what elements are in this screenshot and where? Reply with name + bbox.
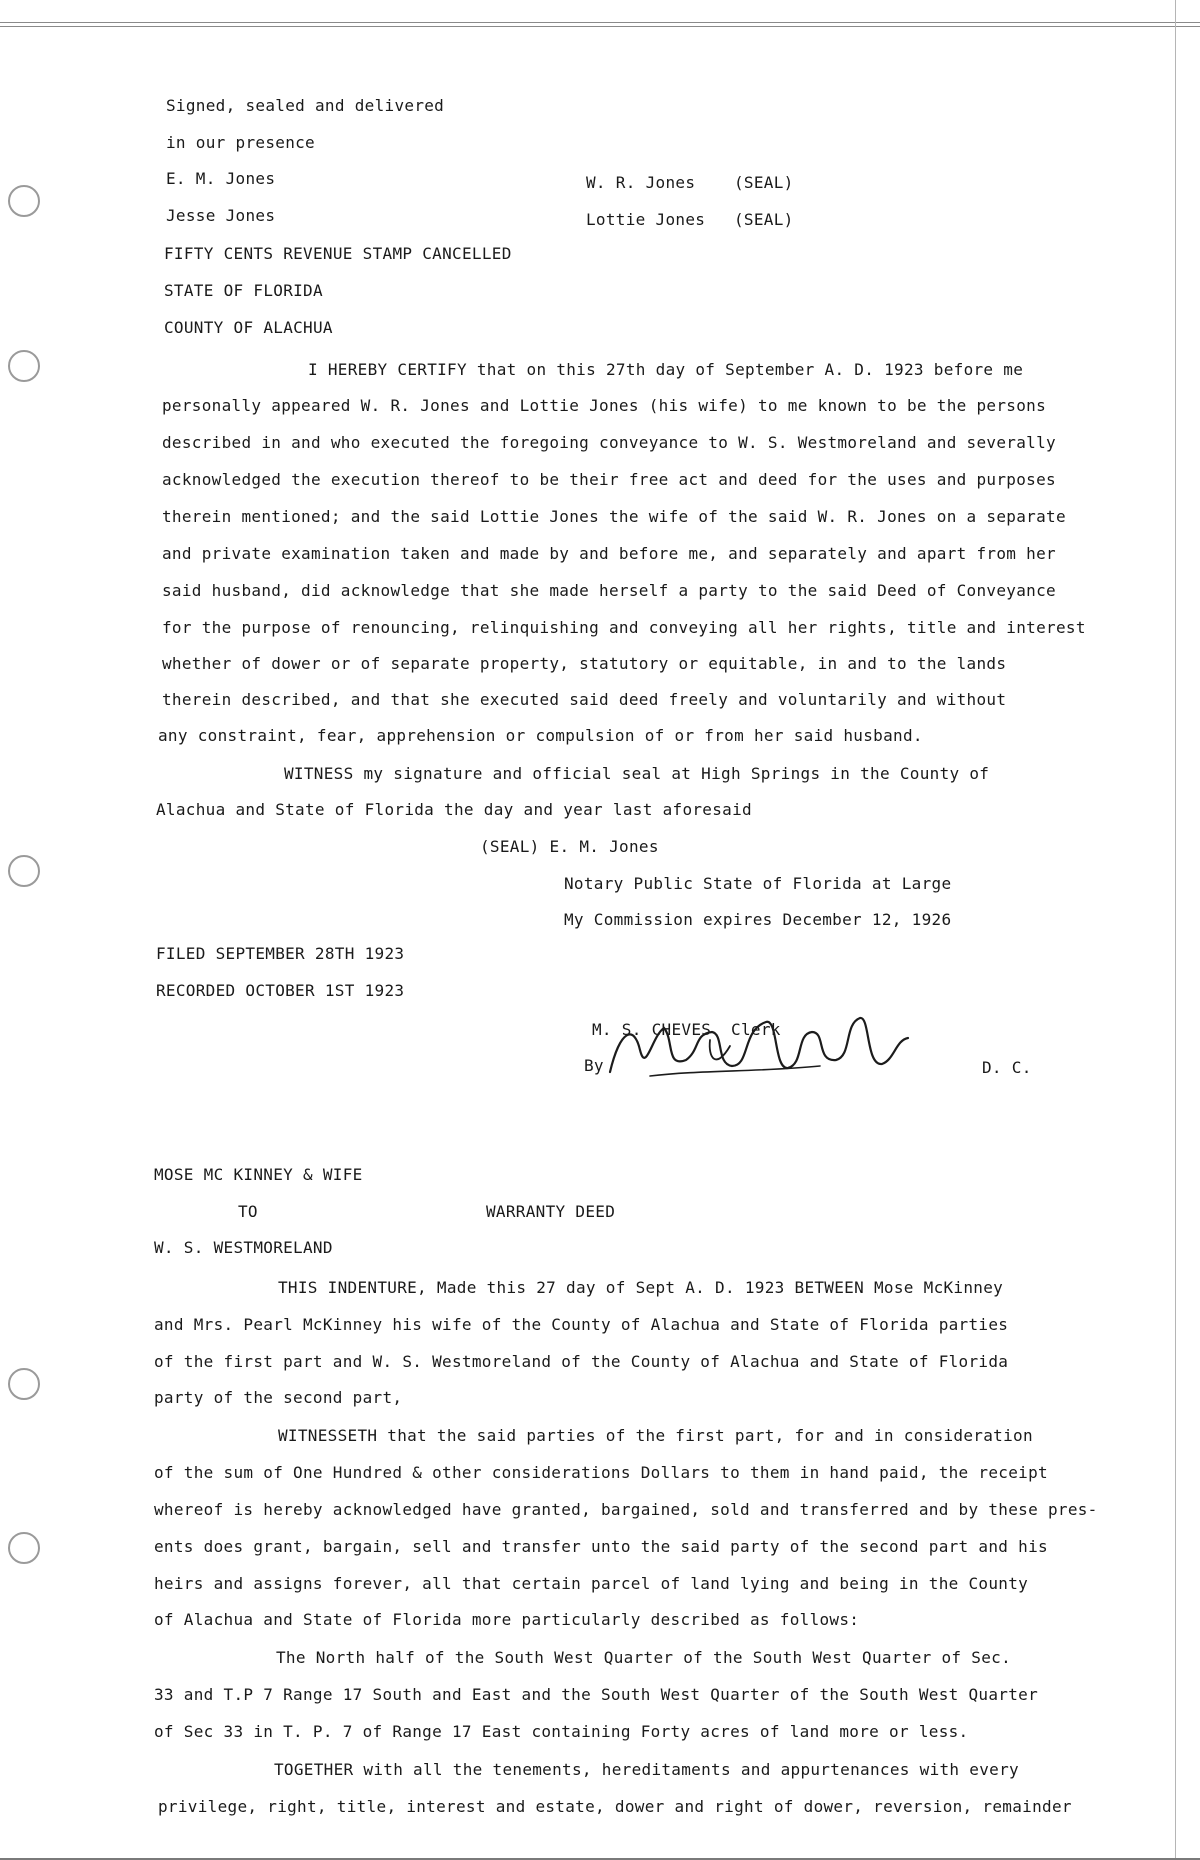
presence-line: in our presence: [166, 133, 315, 152]
signed-line: Signed, sealed and delivered: [166, 96, 445, 115]
deed-line: party of the second part,: [154, 1388, 403, 1407]
witness-name: E. M. Jones: [166, 169, 276, 188]
revenue-stamp-note: FIFTY CENTS REVENUE STAMP CANCELLED: [164, 244, 512, 263]
binder-hole: [8, 185, 40, 217]
notary-signature-line: (SEAL) E. M. Jones: [480, 837, 659, 856]
deed-line: of the sum of One Hundred & other considerations Dollars to them in hand paid, the receipt: [154, 1463, 1048, 1482]
deed-line: and Mrs. Pearl McKinney his wife of the County of Alachua and State of Florida parties: [154, 1315, 1009, 1334]
certificate-line: for the purpose of renouncing, relinquishing and conveying all her rights, title and interest: [162, 618, 1086, 637]
certificate-line: and private examination taken and made by and before me, and separately and apart from her: [162, 544, 1056, 563]
to-heading: TO: [238, 1202, 258, 1221]
certificate-line: acknowledged the execution thereof to be their free act and deed for the uses and purposes: [162, 470, 1056, 489]
top-border-line: [0, 22, 1200, 23]
certificate-line: described in and who executed the foregoing conveyance to W. S. Westmoreland and severally: [162, 433, 1056, 452]
certificate-line: therein mentioned; and the said Lottie Jones the wife of the said W. R. Jones on a separate: [162, 507, 1066, 526]
certificate-line: said husband, did acknowledge that she made herself a party to the said Deed of Conveyance: [162, 581, 1056, 600]
certificate-line: any constraint, fear, apprehension or compulsion of or from her said husband.: [158, 726, 923, 745]
deed-line: of the first part and W. S. Westmoreland of the County of Alachua and State of Florida: [154, 1352, 1009, 1371]
binder-hole: [8, 1532, 40, 1564]
seal-mark: (SEAL): [734, 210, 794, 229]
by-label: By: [584, 1056, 604, 1075]
deputy-clerk-label: D. C.: [982, 1058, 1032, 1077]
land-description-line: The North half of the South West Quarter of the South West Quarter of Sec.: [276, 1648, 1012, 1667]
grantee-heading: W. S. WESTMORELAND: [154, 1238, 333, 1257]
deed-line: THIS INDENTURE, Made this 27 day of Sept A. D. 1923 BETWEEN Mose McKinney: [278, 1278, 1004, 1297]
deed-title: WARRANTY DEED: [486, 1202, 616, 1221]
deed-line: heirs and assigns forever, all that certain parcel of land lying and being in the County: [154, 1574, 1029, 1593]
recorded-date: RECORDED OCTOBER 1ST 1923: [156, 981, 405, 1000]
notary-title: Notary Public State of Florida at Large: [564, 874, 952, 893]
deed-line: privilege, right, title, interest and estate, dower and right of dower, reversion, remainder: [158, 1797, 1072, 1816]
binder-hole: [8, 350, 40, 382]
deed-line: WITNESSETH that the said parties of the first part, for and in consideration: [278, 1426, 1033, 1445]
handwritten-signature: [590, 1010, 930, 1090]
witness-name: Jesse Jones: [166, 206, 276, 225]
commission-expiry: My Commission expires December 12, 1926: [564, 910, 952, 929]
county-heading: COUNTY OF ALACHUA: [164, 318, 333, 337]
top-border-line-2: [0, 26, 1200, 27]
land-description-line: 33 and T.P 7 Range 17 South and East and the South West Quarter of the South West Quarter: [154, 1685, 1039, 1704]
clerk-name: M. S. CHEVES Clerk: [592, 1020, 781, 1039]
certificate-line: therein described, and that she executed said deed freely and voluntarily and without: [162, 690, 1007, 709]
deed-line: TOGETHER with all the tenements, hereditaments and appurtenances with every: [274, 1760, 1019, 1779]
certificate-line: whether of dower or of separate property, statutory or equitable, in and to the lands: [162, 654, 1007, 673]
seal-mark: (SEAL): [734, 173, 794, 192]
grantor-heading: MOSE MC KINNEY & WIFE: [154, 1165, 363, 1184]
deed-line: whereof is hereby acknowledged have granted, bargained, sold and transferred and by these pres-: [154, 1500, 1098, 1519]
binder-hole: [8, 855, 40, 887]
grantor-name: Lottie Jones: [586, 210, 706, 229]
grantor-name: W. R. Jones: [586, 173, 696, 192]
certificate-line: I HEREBY CERTIFY that on this 27th day of September A. D. 1923 before me: [308, 360, 1024, 379]
witness-clause: Alachua and State of Florida the day and year last aforesaid: [156, 800, 752, 819]
page-right-edge: [1175, 0, 1176, 1860]
deed-line: ents does grant, bargain, sell and transfer unto the said party of the second part and his: [154, 1537, 1048, 1556]
filed-date: FILED SEPTEMBER 28TH 1923: [156, 944, 405, 963]
binder-hole: [8, 1368, 40, 1400]
state-heading: STATE OF FLORIDA: [164, 281, 323, 300]
witness-clause: WITNESS my signature and official seal at High Springs in the County of: [284, 764, 990, 783]
deed-line: of Alachua and State of Florida more particularly described as follows:: [154, 1610, 860, 1629]
certificate-line: personally appeared W. R. Jones and Lottie Jones (his wife) to me known to be the persons: [162, 396, 1047, 415]
land-description-line: of Sec 33 in T. P. 7 of Range 17 East containing Forty acres of land more or less.: [154, 1722, 969, 1741]
